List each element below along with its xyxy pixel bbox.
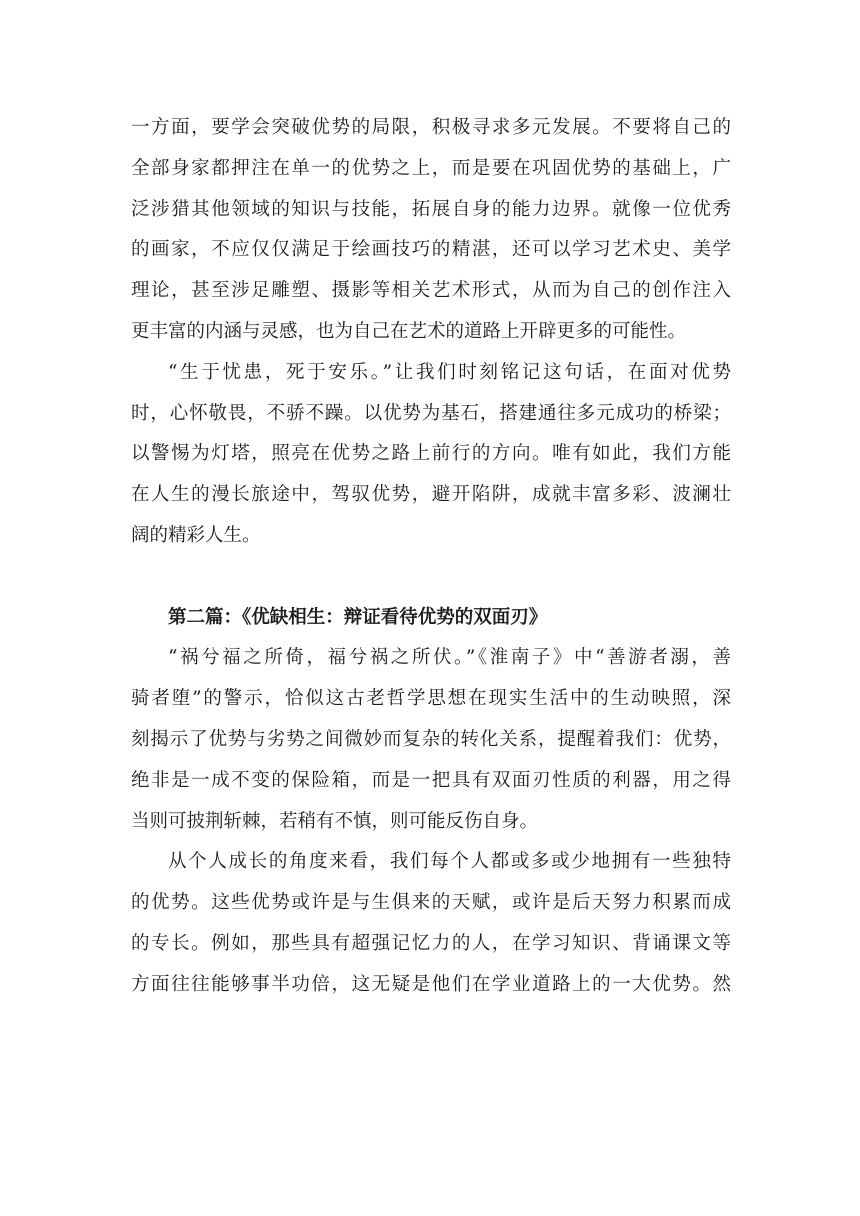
text-line: 一方面，要学会突破优势的局限，积极寻求多元发展。不要将自己的 bbox=[131, 117, 731, 138]
text-line: 以警惕为灯塔，照亮在优势之路上前行的方向。唯有如此，我们方能 bbox=[131, 443, 731, 465]
text-line: 时，心怀敬畏，不骄不躁。以优势为基石，搭建通往多元成功的桥梁； bbox=[131, 402, 731, 424]
text-line: 阔的精彩人生。 bbox=[131, 524, 261, 546]
text-line: 骑者堕”的警示，恰似这古老哲学思想在现实生活中的生动映照，深 bbox=[131, 688, 731, 710]
text-line: 的优势。这些优势或许是与生俱来的天赋，或许是后天努力积累而成 bbox=[131, 892, 731, 914]
text-line: 泛涉猎其他领域的知识与技能，拓展自身的能力边界。就像一位优秀 bbox=[131, 198, 731, 220]
paragraph-first-line: “生于忧患，死于安乐。”让我们时刻铭记这句话，在面对优势 bbox=[168, 361, 731, 383]
text-line: 刻揭示了优势与劣势之间微妙而复杂的转化关系，提醒着我们：优势， bbox=[131, 728, 731, 750]
text-line: 的画家，不应仅仅满足于绘画技巧的精湛，还可以学习艺术史、美学 bbox=[131, 239, 731, 261]
text-line: 全部身家都押注在单一的优势之上，而是要在巩固优势的基础上，广 bbox=[131, 157, 731, 179]
text-line: 方面往往能够事半功倍，这无疑是他们在学业道路上的一大优势。然 bbox=[131, 973, 731, 995]
paragraph-first-line: 从个人成长的角度来看，我们每个人都或多或少地拥有一些独特 bbox=[168, 851, 731, 873]
text-line: 在人生的漫长旅途中，驾驭优势，避开陷阱，成就丰富多彩、波澜壮 bbox=[131, 484, 731, 506]
text-line: 绝非是一成不变的保险箱，而是一把具有双面刃性质的利器，用之得 bbox=[131, 769, 731, 791]
text-line: 当则可披荆斩棘，若稍有不慎，则可能反伤自身。 bbox=[131, 810, 539, 832]
text-line: 的专长。例如，那些具有超强记忆力的人，在学习知识、背诵课文等 bbox=[131, 932, 731, 954]
text-line: 理论，甚至涉足雕塑、摄影等相关艺术形式，从而为自己的创作注入 bbox=[131, 280, 731, 302]
text-line: 更丰富的内涵与灵感，也为自己在艺术的道路上开辟更多的可能性。 bbox=[131, 320, 687, 342]
document-body bbox=[131, 108, 731, 1006]
section-heading: 第二篇：《优缺相生：辩证看待优势的双面刃》 bbox=[168, 606, 548, 628]
paragraph-first-line: “祸兮福之所倚，福兮祸之所伏。”《淮南子》中“善游者溺，善 bbox=[168, 647, 731, 669]
blank-line bbox=[131, 557, 731, 598]
